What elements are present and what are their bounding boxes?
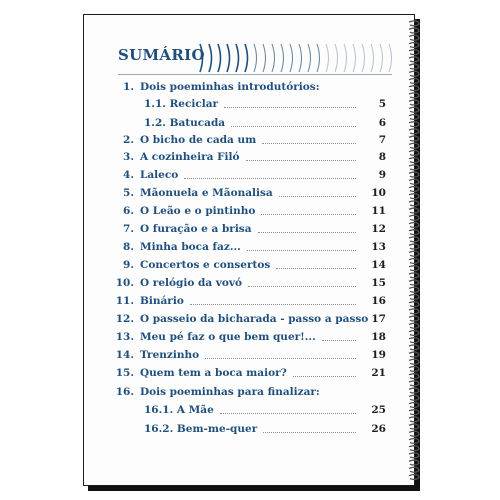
spiral-coil bbox=[409, 266, 419, 271]
spiral-coil bbox=[409, 28, 419, 33]
toc-entry-title: Minha boca faz... bbox=[140, 241, 241, 253]
toc-entry-page: 12 bbox=[371, 223, 386, 235]
spiral-coil bbox=[409, 50, 419, 55]
spiral-coil bbox=[409, 172, 419, 177]
spiral-coil bbox=[409, 165, 419, 170]
toc-entry-title: O passeio da bicharada - passo a passo bbox=[140, 313, 369, 325]
spiral-coil bbox=[409, 136, 419, 141]
spiral-coil bbox=[409, 460, 419, 465]
spiral-coil bbox=[409, 280, 419, 285]
toc-entry-title: O relógio da vovó bbox=[140, 277, 243, 289]
spiral-coil bbox=[409, 107, 419, 112]
spiral-coil bbox=[409, 122, 419, 127]
toc-entry-title: Meu pé faz o que bem quer!... bbox=[140, 331, 316, 343]
spiral-coil bbox=[409, 381, 419, 386]
toc-entry bbox=[106, 238, 386, 256]
toc-entry-title: Dois poeminhas para finalizar: bbox=[140, 386, 320, 398]
spiral-coil bbox=[409, 352, 419, 357]
toc-entry bbox=[106, 220, 386, 238]
spiral-coil bbox=[409, 93, 419, 98]
toc-entry-title: Mãonuela e Mãonalisa bbox=[140, 187, 273, 199]
spiral-coil bbox=[409, 57, 419, 62]
toc-entry-page: 16 bbox=[371, 295, 386, 307]
toc-entry-page: 25 bbox=[371, 404, 386, 416]
toc-entry-number: 12. bbox=[115, 313, 134, 325]
dot-leader bbox=[247, 250, 356, 251]
toc-entry bbox=[106, 420, 386, 438]
toc-entry-number: 5. bbox=[123, 187, 134, 199]
toc-entry-title: Quem tem a boca maior? bbox=[140, 367, 287, 379]
spiral-coil bbox=[409, 431, 419, 436]
spiral-coil bbox=[409, 86, 419, 91]
spiral-coil bbox=[409, 251, 419, 256]
spiral-coil bbox=[409, 467, 419, 472]
spiral-coil bbox=[409, 42, 419, 47]
arc-stroke bbox=[263, 44, 266, 72]
header-rule bbox=[118, 74, 392, 75]
toc-entry-number: 13. bbox=[115, 331, 134, 343]
dot-leader bbox=[261, 214, 356, 215]
spiral-coil bbox=[409, 388, 419, 393]
spiral-coil bbox=[409, 330, 419, 335]
spiral-coil bbox=[409, 215, 419, 220]
toc-entry-number: 11. bbox=[115, 295, 134, 307]
toc-entry-title: O furação e a brisa bbox=[140, 223, 252, 235]
toc-entry-number: 14. bbox=[115, 349, 134, 361]
spiral-coil bbox=[409, 273, 419, 278]
arc-stroke bbox=[281, 44, 284, 72]
spiral-coil bbox=[409, 129, 419, 134]
arc-stroke bbox=[299, 44, 302, 72]
toc-entry bbox=[106, 292, 386, 310]
spiral-coil bbox=[409, 316, 419, 321]
toc-entry-page: 11 bbox=[371, 205, 386, 217]
arc-stroke bbox=[326, 44, 329, 72]
spiral-coil bbox=[409, 359, 419, 364]
arc-stroke bbox=[335, 44, 338, 72]
toc-entry-title: Laleco bbox=[140, 169, 179, 181]
toc-entry-title: 16.2. Bem-me-quer bbox=[144, 423, 258, 435]
spiral-coil bbox=[409, 374, 419, 379]
toc-entry-number: 16. bbox=[115, 386, 134, 398]
toc-entry-page: 26 bbox=[371, 423, 386, 435]
toc-entry-title: Trenzinho bbox=[140, 349, 200, 361]
arc-stroke bbox=[236, 44, 239, 72]
toc-entry-page: 9 bbox=[378, 169, 386, 181]
toc-entry-page: 21 bbox=[371, 367, 386, 379]
spiral-coil bbox=[409, 143, 419, 148]
toc-entry-title: 1.2. Batucada bbox=[144, 117, 226, 129]
arc-stroke bbox=[209, 44, 212, 72]
toc-entry-title: 1.1. Reciclar bbox=[144, 98, 219, 110]
toc-entry bbox=[106, 148, 386, 166]
toc-entry-number: 4. bbox=[123, 169, 134, 181]
dot-leader bbox=[246, 160, 356, 161]
arc-stroke bbox=[272, 44, 275, 72]
spiral-coil bbox=[409, 302, 419, 307]
spiral-coil bbox=[409, 395, 419, 400]
spiral-coil bbox=[409, 258, 419, 263]
spiral-binding bbox=[407, 18, 421, 480]
spiral-coil bbox=[409, 287, 419, 292]
arc-stroke bbox=[227, 44, 230, 72]
toc-entry-title: O Leão e o pintinho bbox=[140, 205, 256, 217]
page-title: SUMÁRIO bbox=[118, 46, 205, 64]
arc-stroke bbox=[317, 44, 320, 72]
toc-entry bbox=[106, 131, 386, 149]
dot-leader bbox=[263, 432, 356, 433]
toc-entry bbox=[106, 202, 386, 220]
toc-entry bbox=[106, 383, 386, 401]
spiral-coil bbox=[409, 230, 419, 235]
spiral-coil bbox=[409, 424, 419, 429]
arc-stroke bbox=[290, 44, 293, 72]
toc-entry bbox=[106, 95, 386, 113]
arc-stroke bbox=[344, 44, 347, 72]
toc-entry-page: 5 bbox=[378, 98, 386, 110]
spiral-coil bbox=[409, 201, 419, 206]
toc-entry-page: 7 bbox=[378, 134, 386, 146]
toc-entry bbox=[106, 78, 386, 96]
dot-leader bbox=[190, 304, 356, 305]
toc-entry-number: 10. bbox=[115, 277, 134, 289]
dot-leader bbox=[262, 143, 356, 144]
toc-entry-title: A cozinheira Filó bbox=[140, 151, 240, 163]
spiral-coil bbox=[409, 35, 419, 40]
arc-stroke bbox=[245, 44, 248, 72]
arc-stroke bbox=[389, 44, 392, 72]
toc-entry-title: O bicho de cada um bbox=[140, 134, 257, 146]
dot-leader bbox=[258, 232, 356, 233]
toc-entry-title: Dois poeminhas introdutórios: bbox=[140, 81, 320, 93]
spiral-coil bbox=[409, 309, 419, 314]
toc-entry-title: Concertos e consertos bbox=[140, 259, 271, 271]
toc-entry bbox=[106, 166, 386, 184]
spiral-coil bbox=[409, 402, 419, 407]
toc-entry-page: 13 bbox=[371, 241, 386, 253]
toc-entry-page: 19 bbox=[371, 349, 386, 361]
arc-stroke bbox=[308, 44, 311, 72]
toc-entry-title: 16.1. A Mãe bbox=[144, 404, 214, 416]
arc-stroke bbox=[380, 44, 383, 72]
toc-entry-number: 2. bbox=[123, 134, 134, 146]
spiral-coil bbox=[409, 453, 419, 458]
toc-entry-page: 17 bbox=[371, 313, 386, 325]
spiral-coil bbox=[409, 417, 419, 422]
toc-entry-page: 10 bbox=[371, 187, 386, 199]
spiral-coil bbox=[409, 446, 419, 451]
toc-entry bbox=[106, 114, 386, 132]
arc-stroke bbox=[254, 44, 257, 72]
toc-entry bbox=[106, 310, 386, 328]
spiral-coil bbox=[409, 410, 419, 415]
toc-entry-number: 7. bbox=[123, 223, 134, 235]
toc-entry-number: 15. bbox=[115, 367, 134, 379]
arc-stroke bbox=[353, 44, 356, 72]
spiral-coil bbox=[409, 100, 419, 105]
spiral-coil bbox=[409, 244, 419, 249]
arc-stroke bbox=[218, 44, 221, 72]
arc-stroke bbox=[371, 44, 374, 72]
dot-leader bbox=[205, 358, 356, 359]
toc-entry bbox=[106, 364, 386, 382]
toc-entry bbox=[106, 401, 386, 419]
dot-leader bbox=[220, 413, 356, 414]
spiral-coil bbox=[409, 179, 419, 184]
dot-leader bbox=[276, 268, 356, 269]
spiral-coil bbox=[409, 150, 419, 155]
toc-entry-number: 9. bbox=[123, 259, 134, 271]
toc-entry-number: 1. bbox=[123, 81, 134, 93]
dot-leader bbox=[293, 376, 356, 377]
spiral-coil bbox=[409, 237, 419, 242]
spiral-coil bbox=[409, 366, 419, 371]
toc-entry-page: 14 bbox=[371, 259, 386, 271]
toc-entry bbox=[106, 328, 386, 346]
spiral-coil bbox=[409, 71, 419, 76]
toc-entry-page: 6 bbox=[378, 117, 386, 129]
spiral-coil bbox=[409, 323, 419, 328]
toc-entry bbox=[106, 274, 386, 292]
spiral-coil bbox=[409, 194, 419, 199]
spiral-coil bbox=[409, 158, 419, 163]
toc-entry bbox=[106, 184, 386, 202]
spiral-coil bbox=[409, 345, 419, 350]
spiral-coil bbox=[409, 186, 419, 191]
toc-entry-page: 15 bbox=[371, 277, 386, 289]
toc-entry-page: 8 bbox=[378, 151, 386, 163]
spiral-coil bbox=[409, 438, 419, 443]
toc-entry bbox=[106, 346, 386, 364]
dot-leader bbox=[184, 178, 356, 179]
spiral-coil bbox=[409, 21, 419, 26]
spiral-coil bbox=[409, 78, 419, 83]
dot-leader bbox=[248, 286, 356, 287]
spiral-coil bbox=[409, 474, 419, 479]
arc-stroke bbox=[200, 44, 203, 72]
arc-stroke bbox=[362, 44, 365, 72]
toc-entry-number: 3. bbox=[123, 151, 134, 163]
dot-leader bbox=[279, 196, 356, 197]
dot-leader bbox=[224, 107, 356, 108]
spiral-coil bbox=[409, 338, 419, 343]
toc-entry-number: 6. bbox=[123, 205, 134, 217]
spiral-coil bbox=[409, 294, 419, 299]
summary-header bbox=[118, 40, 398, 76]
decorative-arcs-icon bbox=[196, 40, 396, 76]
dot-leader bbox=[322, 340, 356, 341]
toc-entry-page: 18 bbox=[371, 331, 386, 343]
spiral-coil bbox=[409, 114, 419, 119]
toc-entry-number: 8. bbox=[123, 241, 134, 253]
spiral-coil bbox=[409, 208, 419, 213]
toc-entry bbox=[106, 256, 386, 274]
dot-leader bbox=[231, 126, 356, 127]
spiral-coil bbox=[409, 222, 419, 227]
toc-entry-title: Binário bbox=[140, 295, 184, 307]
spiral-coil bbox=[409, 64, 419, 69]
